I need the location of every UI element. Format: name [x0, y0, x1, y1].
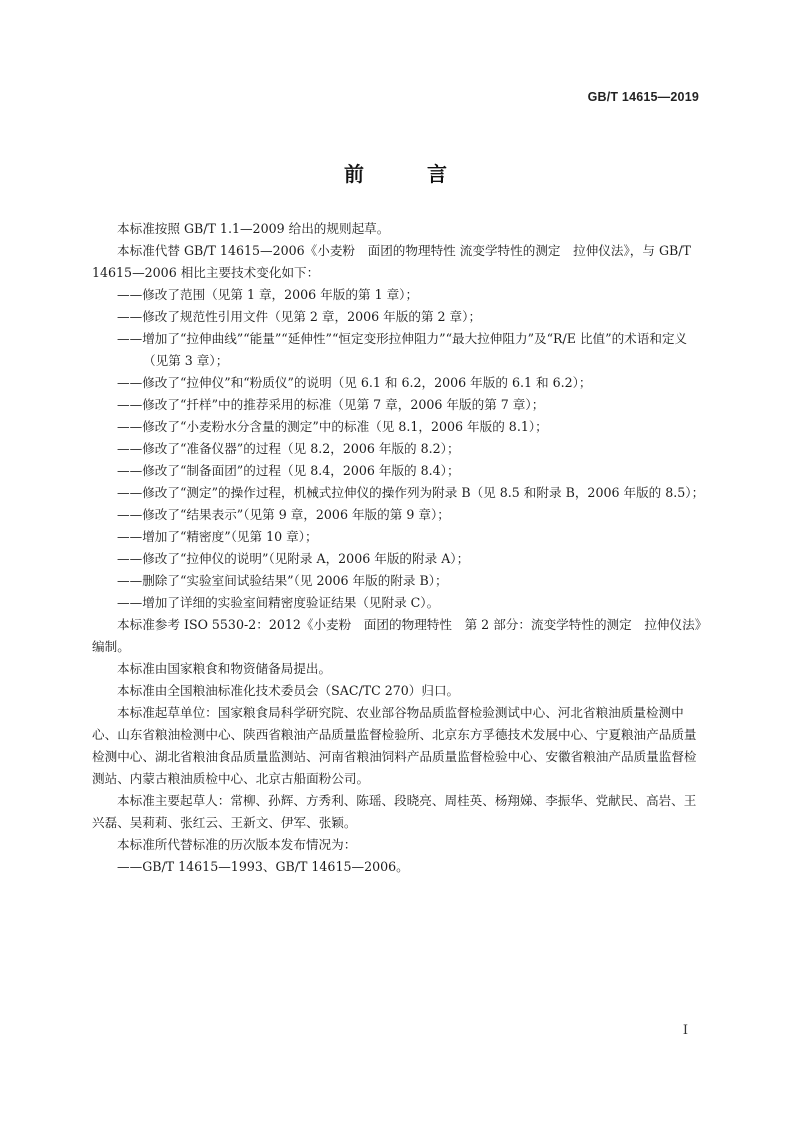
paragraph-replacement: 本标准代替 GB/T 14615—2006《小麦粉 面团的物理特性 流变学特性的测定 拉伸仪法》，与 GB/T 14615—2006 相比主要技术变化如下：: [92, 243, 691, 280]
change-item: ——增加了“精密度”（见第 10 章）；: [117, 529, 318, 544]
standard-code: GB/T 14615—2019: [587, 90, 699, 104]
change-item: ——修改了“扦样”中的推荐采用的标准（见第 7 章，2006 年版的第 7 章）；: [117, 397, 545, 412]
document-body: [92, 218, 708, 878]
change-item: ——修改了规范性引用文件（见第 2 章，2006 年版的第 2 章）；: [117, 309, 482, 324]
paragraph-drafting-units: 本标准起草单位：国家粮食局科学研究院、农业部谷物品质监督检验测试中心、河北省粮油质量检测中心、山东省粮油检测中心、陕西省粮油产品质量监督检验所、北京东方孚德技术发展中心、宁夏粮油产品质量检测中心、湖北省粮油食品质量监测站、河南省粮油饲料产品质量监督检验中心、安徽省粮油产品质量监督检测站、内蒙古粮油质检中心、北京古船面粉公司。: [92, 705, 697, 786]
page-number: I: [682, 1023, 688, 1038]
change-item: ——修改了“测定”的操作过程，机械式拉伸仪的操作列为附录 B（见 8.5 和附录 B，2006 年版的 8.5）；: [117, 485, 705, 500]
paragraph-reference: 本标准参考 ISO 5530-2：2012《小麦粉 面团的物理特性 第 2 部分：流变学特性的测定 拉伸仪法》编制。: [92, 617, 708, 654]
change-item: ——增加了详细的实验室间精密度验证结果（见附录 C）。: [117, 595, 440, 610]
paragraph-proposer: 本标准由国家粮食和物资储备局提出。: [117, 661, 332, 676]
change-item: ——修改了“制备面团”的过程（见 8.4，2006 年版的 8.4）；: [117, 463, 460, 478]
changes-list: [92, 284, 708, 614]
history-item: ——GB/T 14615—1993、GB/T 14615—2006。: [117, 859, 409, 874]
change-item: ——修改了“拉伸仪的说明”（见附录 A，2006 年版的附录 A）；: [117, 551, 470, 566]
paragraph-committee: 本标准由全国粮油标准化技术委员会（SAC/TC 270）归口。: [117, 683, 460, 698]
change-item: ——修改了“准备仪器”的过程（见 8.2，2006 年版的 8.2）；: [117, 441, 460, 456]
page-title: 前 言: [344, 162, 475, 186]
change-item: ——修改了范围（见第 1 章，2006 年版的第 1 章）；: [117, 287, 419, 302]
change-item: ——删除了“实验室间试验结果”（见 2006 年版的附录 B）；: [117, 573, 448, 588]
paragraph-drafting-rules: 本标准按照 GB/T 1.1—2009 给出的规则起草。: [117, 221, 390, 236]
change-item: ——修改了“小麦粉水分含量的测定”中的标准（见 8.1，2006 年版的 8.1）；: [117, 419, 548, 434]
paragraph-drafters: 本标准主要起草人：常柳、孙辉、方秀利、陈瑶、段晓亮、周桂英、杨翔娣、李振华、党献民、高岩、王兴磊、吴莉莉、张红云、王新文、伊军、张颖。: [92, 793, 697, 830]
paragraph-history-intro: 本标准所代替标准的历次版本发布情况为：: [117, 837, 357, 852]
change-item: ——修改了“结果表示”（见第 9 章，2006 年版的第 9 章）；: [117, 507, 450, 522]
change-item: ——增加了“拉伸曲线”“能量”“延伸性”“恒定变形拉伸阻力”“最大拉伸阻力”及“R/E 比值”的术语和定义（见第 3 章）；: [117, 331, 688, 368]
change-item: ——修改了“拉伸仪”和“粉质仪”的说明（见 6.1 和 6.2，2006 年版的 6.1 和 6.2）；: [117, 375, 592, 390]
